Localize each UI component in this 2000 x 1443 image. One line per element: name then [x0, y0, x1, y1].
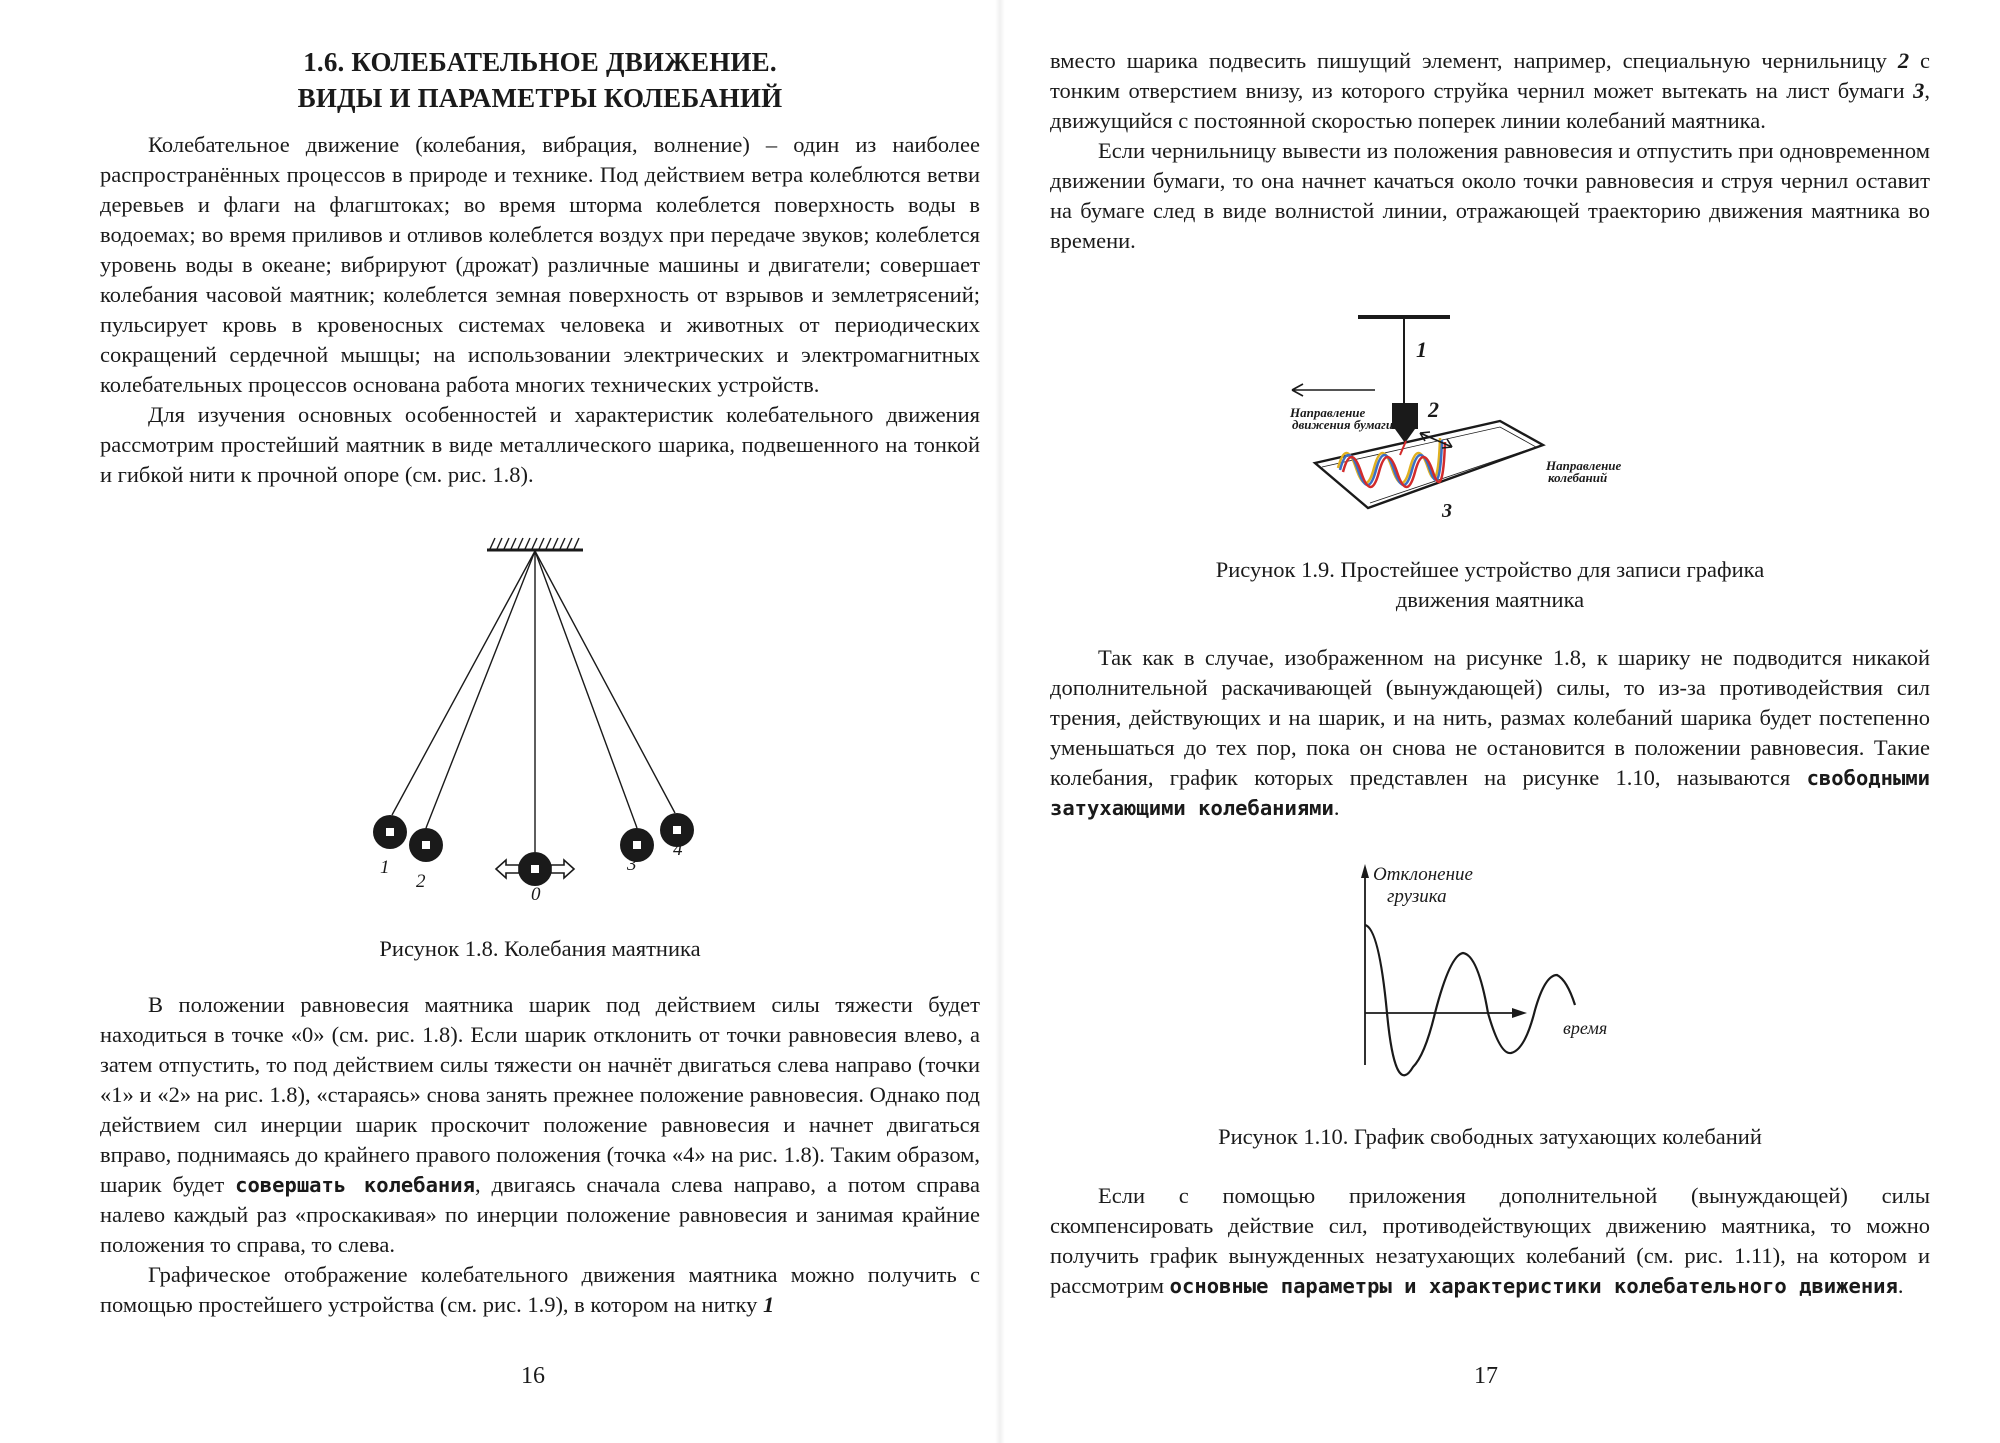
- y-axis-label-line2: грузика: [1387, 886, 1447, 907]
- paragraph-equilibrium: [100, 990, 980, 1260]
- body-block-left: [100, 990, 980, 1320]
- paragraph-graphic-text: Графическое отображение колебательного движения маятника можно получить с помощью простейшего устройства (см. рис. 1.9), в котором на нитку: [100, 1262, 980, 1317]
- arrow-right-icon: [551, 860, 574, 878]
- ink-device-text-e: , движущийся с постоянной скоростью поперек линии колебаний маятника.: [1050, 78, 1930, 133]
- heading-line-1: 1.6. КОЛЕБАТЕЛЬНОЕ ДВИЖЕНИЕ.: [303, 47, 777, 77]
- paragraph-intro: Колебательное движение (колебания, вибрация, волнение) – один из наиболее распространённых процессов в природе и технике. Под действием ветра колеблются ветви деревьев и флаги на флагштоках; во время шторма колеблется поверхность воды в водоемах; во время приливов и отливов колеблется воздух при передаче звуков; колеблется уровень воды в океане; вибрируют (дрожат) различные машины и двигатели; совершает колебания часовой маятник; колеблется земная поверхность от взрывов и землетрясений; пульсирует кровь в кровеносных системах человека и животных от периодических сокращений сердечной мышцы; на использовании электрических и электромагнитных колебательных процессов основана работа многих технических устройств.: [100, 132, 980, 397]
- figure-19-caption-line2: движения маятника: [1395, 587, 1585, 612]
- term-free-damped: свободными затухающими колебаниями: [1050, 766, 1930, 820]
- paragraph-ink-device: [1050, 46, 1930, 136]
- ceiling-support: [487, 538, 583, 550]
- paragraph-damping-text: Так как в случае, изображенном на рисунке 1.8, к шарику не подводится никакой дополнительной раскачивающей (вынуждающей) силы, то из-за противодействия сил трения, действующих и на шарик, и на нить, размах колебаний шарика будет постепенно уменьшаться до тех пор, пока он снова не остановится в положении равновесия. Такие колебания, график которых представлен на рисунке 1.10, называются: [1050, 645, 1930, 790]
- pendulum-ball-1: [373, 815, 407, 849]
- right-page: [1000, 0, 2000, 1443]
- figure-recorder: [1270, 305, 1670, 535]
- paragraph-equilibrium-text: В положении равновесия маятника шарик под действием силы тяжести будет находиться в точке «0» (см. рис. 1.8). Если шарик отклонить от точки равновесия влево, а затем отпустить, то под действием силы тяжести он начнёт двигаться слева направо (точки «1» и «2» на рис. 1.8), «стараясь» снова занять прежнее положение равновесия. Однако под действием сил инерции шарик проскочит положение равновесия и начнет двигаться вправо, поднимаясь до крайнего правого положения (точка «4» на рис. 1.8). Таким образом, шарик будет: [100, 992, 980, 1197]
- paragraph-pendulum-setup: Для изучения основных особенностей и характеристик колебательного движения рассмотрим простейший маятник в виде металлического шарика, подвешенного на тонкой и гибкой нити к прочной опоре (см. рис. 1.8).: [100, 402, 980, 487]
- inkwell: [1392, 403, 1418, 429]
- paragraph-graphic: [100, 1260, 980, 1320]
- paper-ref: 3: [1913, 78, 1925, 103]
- recorder-label-2: 2: [1428, 397, 1439, 422]
- x-axis-label: время: [1563, 1018, 1608, 1038]
- pendulum-ball-3: [620, 828, 654, 862]
- osc-direction-label-line2: колебаний: [1548, 470, 1608, 485]
- paper-direction-label-line2: движения бумаги: [1292, 417, 1394, 432]
- paragraph-equilibrium-tail: , двигаясь сначала слева направо, а потом справа налево каждый раз «проскакивая» по инерции положение равновесия и занимая крайние положения то справа, то слева.: [100, 1172, 980, 1257]
- damped-curve: [1365, 925, 1575, 1075]
- paragraph-forced-tail: .: [1897, 1273, 1904, 1298]
- thread-ref: 1: [762, 1292, 775, 1317]
- damping-block: [1050, 643, 1930, 823]
- ball-label-3: 3: [627, 854, 637, 875]
- recorder-label-3: 3: [1442, 500, 1452, 522]
- intro-block: [100, 130, 980, 490]
- paper-direction-label-line1: Направление: [1290, 405, 1366, 420]
- paragraph-damping-tail: .: [1333, 795, 1340, 820]
- section-heading: [100, 44, 980, 116]
- figure-19-caption: [1050, 555, 1930, 615]
- heading-line-2: ВИДЫ И ПАРАМЕТРЫ КОЛЕБАНИЙ: [297, 83, 783, 113]
- paper-direction-arrow-icon: [1292, 384, 1375, 396]
- top-block-right: [1050, 46, 1930, 256]
- term-oscillations: совершать колебания: [235, 1173, 475, 1197]
- term-main-parameters: основные параметры и характеристики колебательного движения: [1169, 1274, 1898, 1298]
- figure-18-caption: Рисунок 1.8. Колебания маятника: [379, 936, 701, 961]
- ball-label-1: 1: [380, 857, 390, 878]
- osc-direction-label-line1: Направление: [1546, 458, 1622, 473]
- pendulum-ball-2: [409, 828, 443, 862]
- ball-label-2: 2: [416, 871, 426, 892]
- paragraph-forced: [1050, 1181, 1930, 1301]
- inkwell-ref: 2: [1897, 48, 1910, 73]
- pendulum-ball-0: [518, 852, 552, 886]
- forced-block: [1050, 1181, 1930, 1301]
- page-number-left: 16: [521, 1363, 545, 1389]
- paragraph-ink-trace: Если чернильницу вывести из положения равновесия и отпустить при одновременном движении бумаги, то она начнет качаться около точки равновесия и струя чернил оставит на бумаге след в виде волнистой линии, отражающей траекторию движения маятника во времени.: [1050, 138, 1930, 253]
- figure-19-caption-line1: Рисунок 1.9. Простейшее устройство для записи графика: [1215, 557, 1765, 582]
- ink-device-text-a: вместо шарика подвесить пишущий элемент, например, специальную чернильницу: [1050, 48, 1898, 73]
- ball-label-4: 4: [673, 839, 683, 860]
- ink-device-text-c: с тонким отверстием внизу, из которого струйка чернил может вытекать на лист бумаги: [1050, 48, 1930, 103]
- ball-label-0: 0: [531, 884, 541, 905]
- figure-damped-graph: [1335, 850, 1635, 1090]
- y-axis-label-line1: Отклонение: [1373, 864, 1473, 885]
- paragraph-forced-text: Если с помощью приложения дополнительной (вынуждающей) силы скомпенсировать действие сил, противодействующих движению маятника, то можно получить график вынужденных незатухающих колебаний (см. рис. 1.11), на котором и рассмотрим: [1050, 1183, 1930, 1298]
- figure-pendulum: [340, 530, 720, 910]
- paragraph-damping: [1050, 643, 1930, 823]
- page-number-right: 17: [1474, 1363, 1498, 1389]
- figure-110-caption: Рисунок 1.10. График свободных затухающих колебаний: [1218, 1124, 1762, 1149]
- pendulum-strings: [392, 551, 675, 852]
- recorder-label-1: 1: [1416, 337, 1427, 362]
- arrow-left-icon: [496, 860, 519, 878]
